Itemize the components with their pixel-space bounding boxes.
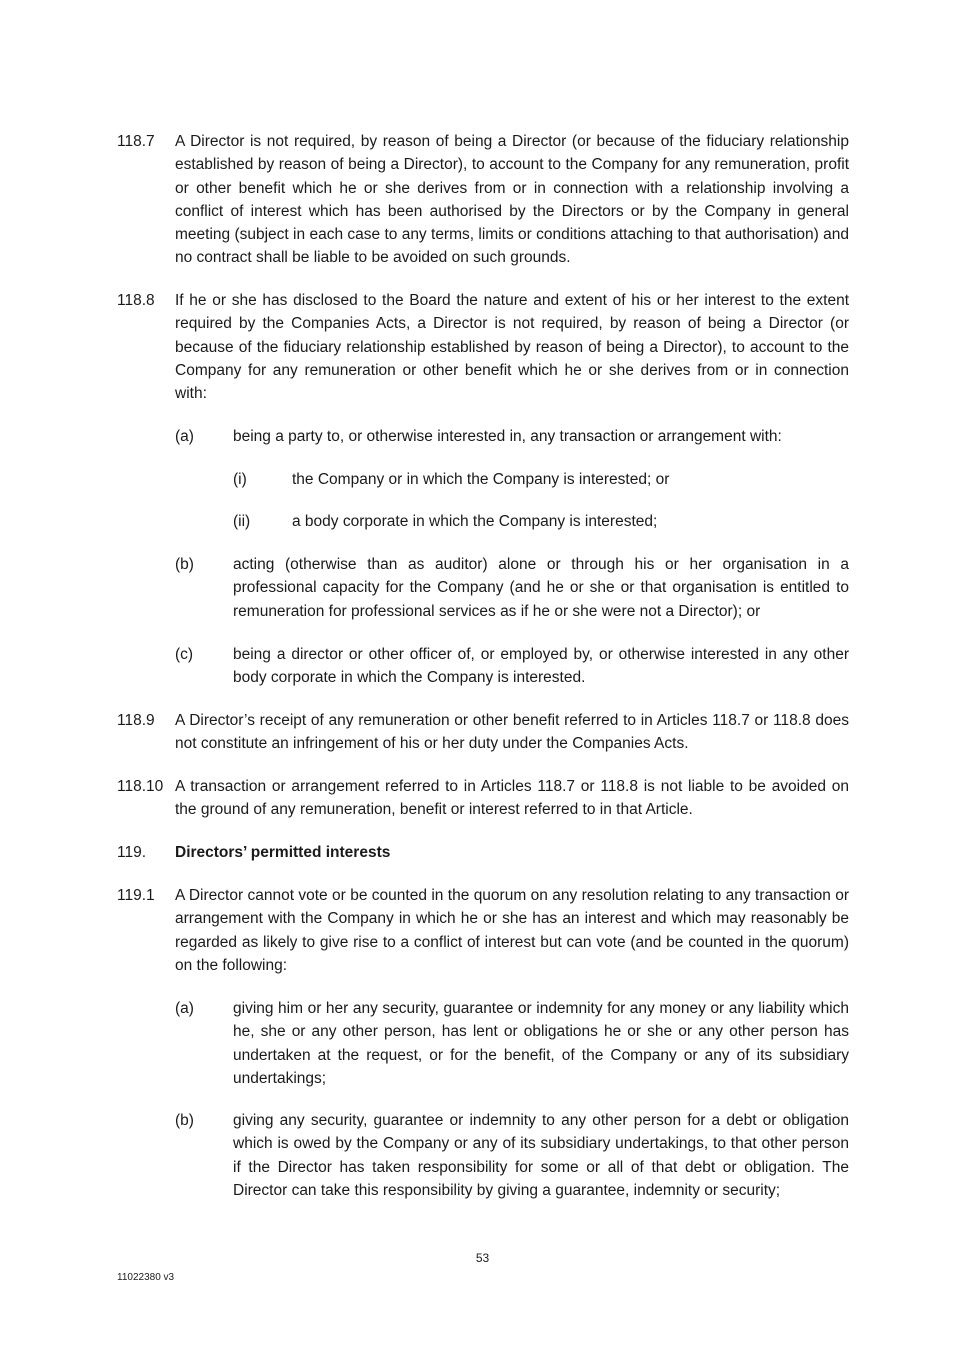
subitem-label: (i) bbox=[233, 471, 247, 488]
clause-number: 118.10 bbox=[117, 778, 164, 795]
clause-text: A transaction or arrangement referred to in Articles 118.7 or 118.8 is not liable to be avoided on the ground of any remuneration, benefit or interest referred to in that Article. bbox=[175, 778, 849, 819]
clause-text: If he or she has disclosed to the Board the nature and extent of his or her interest to the extent required by the Companies Acts, a Director is not required, by reason of being a Director (or because of the fiduciary relationship established by reason of being a Director), to account to the Company for any remuneration or other benefit which he or she derives from or in connection with: bbox=[175, 292, 849, 403]
item-text: being a director or other officer of, or employed by, or otherwise interested in any other body corporate in which the Company is interested. bbox=[233, 646, 849, 687]
clause-number: 118.8 bbox=[117, 292, 155, 309]
clause-number: 118.9 bbox=[117, 712, 155, 729]
page-number: 53 bbox=[475, 1251, 490, 1265]
clause-text: A Director’s receipt of any remuneration or other benefit referred to in Articles 118.7 or 118.8 does not constitute an infringement of his or her duty under the Companies Acts. bbox=[175, 712, 849, 753]
item-label: (b) bbox=[175, 556, 194, 573]
clause-number: 118.7 bbox=[117, 133, 155, 150]
item-text: being a party to, or otherwise interested in, any transaction or arrangement with: bbox=[233, 428, 782, 445]
subitem-label: (ii) bbox=[233, 513, 251, 530]
document-reference: 11022380 v3 bbox=[117, 1272, 175, 1283]
section-number: 119. bbox=[117, 844, 147, 861]
item-text: giving him or her any security, guarantee or indemnity for any money or any liability which he, she or any other person, has lent or obligations he or she or any other person has undertaken at the request, or for the benefit, of the Company or any of its subsidiary undertakings; bbox=[233, 1000, 849, 1087]
clause-text: A Director cannot vote or be counted in the quorum on any resolution relating to any transaction or arrangement with the Company in which he or she has an interest and which may reasonably be regarded as likely to give rise to a conflict of interest but can vote (and be counted in the quorum) on the following: bbox=[175, 887, 849, 974]
item-label: (a) bbox=[175, 1000, 194, 1017]
item-label: (c) bbox=[175, 646, 194, 663]
subitem-text: the Company or in which the Company is interested; or bbox=[292, 471, 670, 488]
item-label: (a) bbox=[175, 428, 194, 445]
item-text: acting (otherwise than as auditor) alone or through his or her organisation in a professional capacity for the Company (and he or she or that organisation is entitled to remuneration for professional services as if he or she were not a Director); or bbox=[233, 556, 849, 620]
item-label: (b) bbox=[175, 1112, 194, 1129]
clause-text: A Director is not required, by reason of being a Director (or because of the fiduciary relationship established by reason of being a Director), to account to the Company for any remuneration, profit or other benefit which he or she derives from or in connection with a relationship involving a conflict of interest which has been authorised by the Directors or by the Company in general meeting (subject in each case to any terms, limits or conditions attaching to that authorisation) and no contract shall be liable to be avoided on such grounds. bbox=[175, 133, 849, 267]
subitem-text: a body corporate in which the Company is interested; bbox=[292, 513, 658, 530]
item-text: giving any security, guarantee or indemnity to any other person for a debt or obligation which is owed by the Company or any of its subsidiary undertakings, to that other person if the Director has taken responsibility for some or all of that debt or obligation. The Director can take this responsibility by giving a guarantee, indemnity or security; bbox=[233, 1112, 849, 1199]
section-heading: Directors’ permitted interests bbox=[175, 844, 391, 861]
clause-number: 119.1 bbox=[117, 887, 155, 904]
